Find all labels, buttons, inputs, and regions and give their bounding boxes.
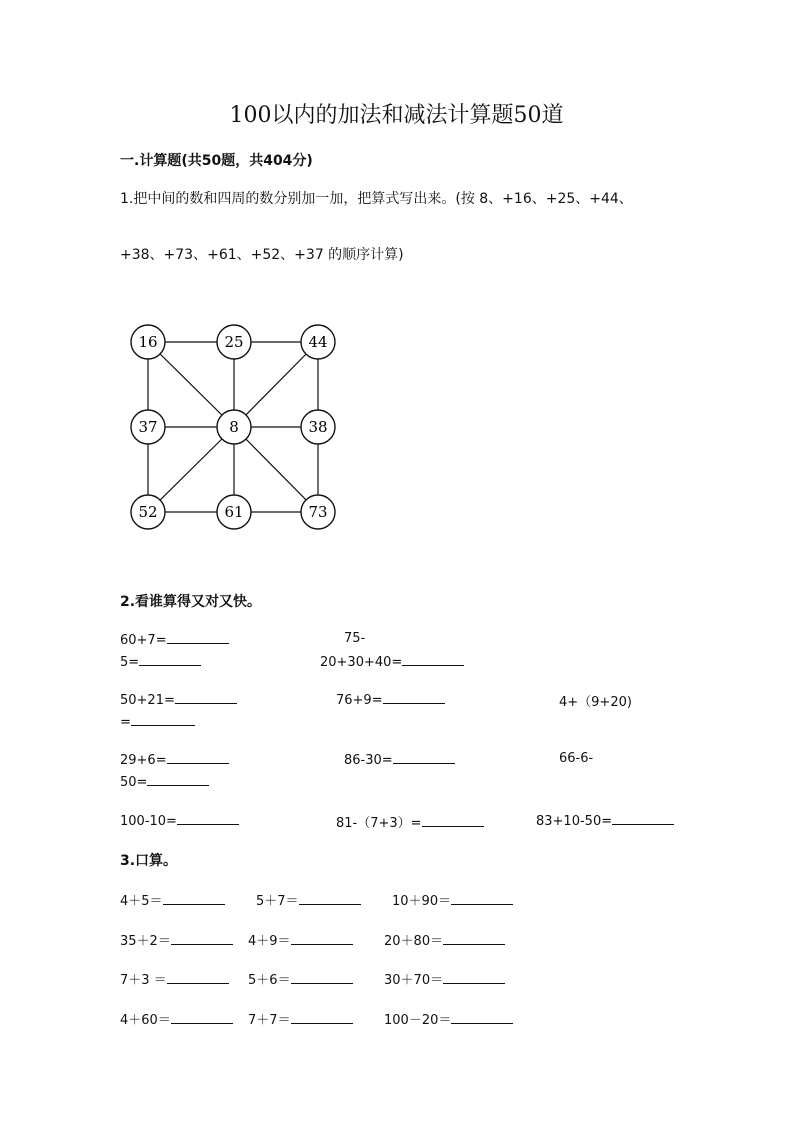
- q2-item-11-text: 81-（7+3）=: [336, 816, 422, 831]
- q3-item-9: [384, 969, 505, 988]
- q3-item-4-text: 35＋2＝: [120, 934, 171, 949]
- q3-item-1-text: 4＋5＝: [120, 894, 163, 909]
- q3-item-10: [120, 1009, 233, 1028]
- q2-item-10-text: 100-10=: [120, 814, 177, 829]
- answer-blank[interactable]: [402, 653, 464, 666]
- node-outer-2: [217, 325, 251, 359]
- q2-item-2a: 75-: [344, 631, 366, 646]
- answer-blank[interactable]: [177, 812, 239, 825]
- q3-item-8: [248, 969, 353, 988]
- node-outer-4-value: 37: [138, 418, 158, 436]
- q3-item-9-text: 30＋70＝: [384, 973, 444, 988]
- q2-item-6a: 4+（9+20): [559, 695, 632, 710]
- answer-blank[interactable]: [171, 932, 233, 945]
- page-title: 100以内的加法和减法计算题50道: [229, 103, 564, 128]
- answer-blank[interactable]: [422, 814, 484, 827]
- answer-blank[interactable]: [443, 971, 505, 984]
- q2-item-6b-text: =: [120, 715, 131, 730]
- q2-item-9b-text: 50=: [120, 775, 148, 790]
- answer-blank[interactable]: [443, 932, 505, 945]
- node-center-value: 8: [229, 418, 239, 436]
- answer-blank[interactable]: [393, 751, 455, 764]
- q3-item-7-text: 7＋3 ＝: [120, 973, 167, 988]
- q2-item-6b: [120, 713, 195, 730]
- q2-item-3: [320, 653, 464, 670]
- node-outer-7: [217, 495, 251, 529]
- answer-blank[interactable]: [167, 631, 229, 644]
- q3-item-3-text: 10＋90＝: [392, 894, 452, 909]
- q2-item-2b-text: 5=: [120, 655, 140, 670]
- q3-item-6: [384, 930, 505, 949]
- q3-item-11: [248, 1009, 353, 1028]
- q3-item-2: [256, 890, 361, 909]
- answer-blank[interactable]: [383, 691, 445, 704]
- q2-item-1-text: 60+7=: [120, 633, 167, 648]
- q3-item-11-text: 7＋7＝: [248, 1013, 291, 1028]
- answer-blank[interactable]: [139, 653, 201, 666]
- answer-blank[interactable]: [147, 773, 209, 786]
- node-outer-5-value: 38: [308, 418, 328, 436]
- node-outer-3-value: 44: [308, 333, 328, 351]
- q2-item-8-text: 86-30=: [344, 753, 393, 768]
- node-outer-5: [301, 410, 335, 444]
- section-heading: 一.计算题(共50题，共404分): [120, 153, 313, 169]
- q3-heading: 3.口算。: [120, 853, 178, 869]
- q3-item-3: [392, 890, 513, 909]
- answer-blank[interactable]: [171, 1011, 233, 1024]
- q3-item-6-text: 20＋80＝: [384, 934, 444, 949]
- q3-item-8-text: 5＋6＝: [248, 973, 291, 988]
- answer-blank[interactable]: [612, 812, 674, 825]
- node-outer-4: [131, 410, 165, 444]
- answer-blank[interactable]: [167, 751, 229, 764]
- node-outer-6: [131, 495, 165, 529]
- q2-heading: 2.看谁算得又对又快。: [120, 594, 262, 610]
- q3-item-1: [120, 890, 225, 909]
- answer-blank[interactable]: [175, 691, 237, 704]
- node-center: [217, 410, 251, 444]
- answer-blank[interactable]: [131, 713, 195, 726]
- q2-item-12-text: 83+10-50=: [536, 814, 613, 829]
- q2-item-4: [120, 691, 237, 708]
- q1-instruction-line1: 1.把中间的数和四周的数分别加一加，把算式写出来。(按 8、+16、+25、+44、: [120, 191, 633, 207]
- node-outer-2-value: 25: [224, 333, 244, 351]
- q3-item-7: [120, 969, 229, 988]
- answer-blank[interactable]: [291, 971, 353, 984]
- node-outer-8: [301, 495, 335, 529]
- number-grid-diagram: [120, 318, 350, 538]
- q2-item-5: [336, 691, 445, 708]
- q3-item-4: [120, 930, 233, 949]
- node-outer-8-value: 73: [308, 503, 328, 521]
- q2-item-7: [120, 751, 229, 768]
- q2-item-10: [120, 812, 239, 829]
- q3-item-12-text: 100－20＝: [384, 1013, 452, 1028]
- q2-item-3-text: 20+30+40=: [320, 655, 403, 670]
- q2-item-1: [120, 631, 229, 648]
- answer-blank[interactable]: [451, 1011, 513, 1024]
- answer-blank[interactable]: [291, 1011, 353, 1024]
- q2-item-12: [536, 812, 674, 829]
- q3-item-5-text: 4＋9＝: [248, 934, 291, 949]
- q3-item-2-text: 5＋7＝: [256, 894, 299, 909]
- node-outer-1-value: 16: [138, 333, 158, 351]
- answer-blank[interactable]: [163, 892, 225, 905]
- q2-item-8: [344, 751, 455, 768]
- q2-item-5-text: 76+9=: [336, 693, 383, 708]
- q2-item-2b: [120, 653, 201, 670]
- q3-item-10-text: 4＋60＝: [120, 1013, 171, 1028]
- q1-instruction-line2: +38、+73、+61、+52、+37 的顺序计算): [120, 247, 404, 263]
- node-outer-3: [301, 325, 335, 359]
- q2-item-7-text: 29+6=: [120, 753, 167, 768]
- node-outer-6-value: 52: [138, 503, 158, 521]
- answer-blank[interactable]: [299, 892, 361, 905]
- q2-item-9b: [120, 773, 209, 790]
- q2-item-11: [336, 812, 484, 831]
- q3-item-5: [248, 930, 353, 949]
- node-outer-7-value: 61: [224, 503, 244, 521]
- answer-blank[interactable]: [451, 892, 513, 905]
- answer-blank[interactable]: [167, 971, 229, 984]
- q3-item-12: [384, 1009, 513, 1028]
- q2-item-4-text: 50+21=: [120, 693, 175, 708]
- answer-blank[interactable]: [291, 932, 353, 945]
- node-outer-1: [131, 325, 165, 359]
- q2-item-9a: 66-6-: [559, 751, 594, 766]
